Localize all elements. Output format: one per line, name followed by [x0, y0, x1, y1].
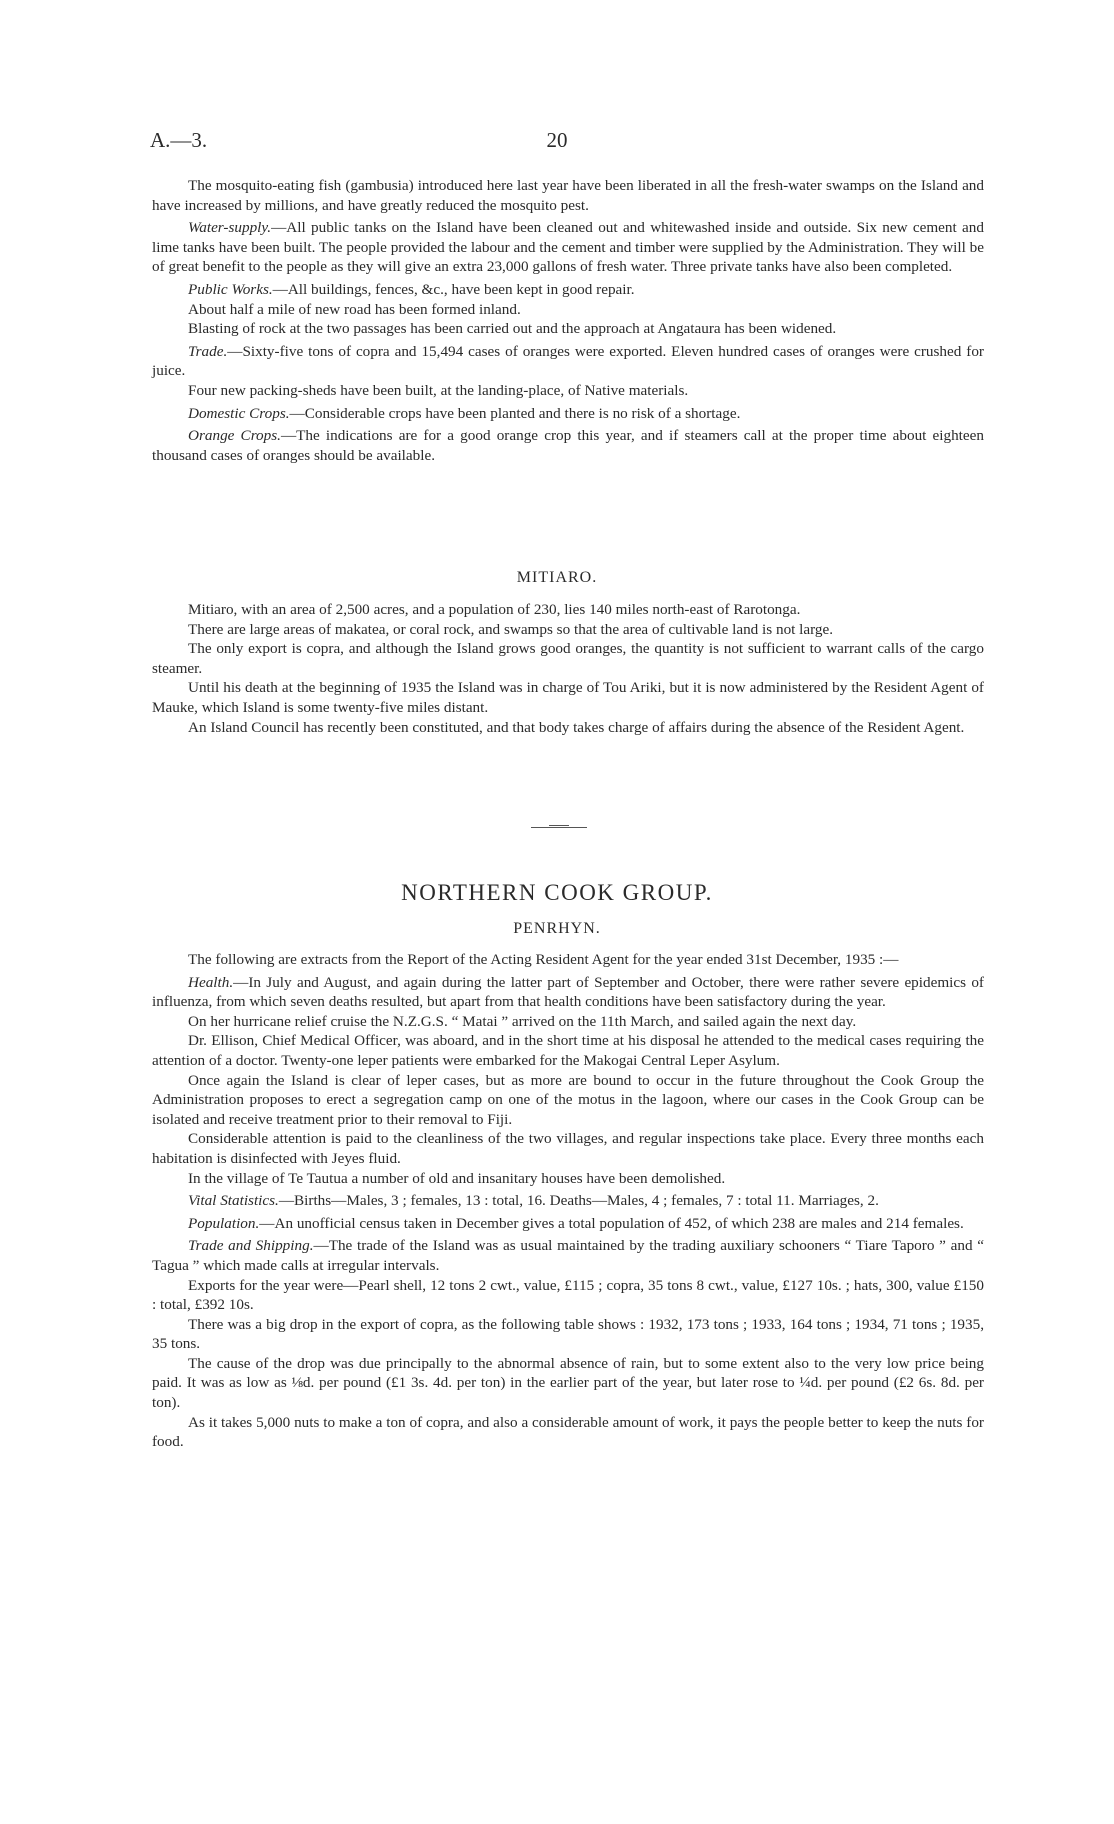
- paragraph-ellison: Dr. Ellison, Chief Medical Officer, was aboard, and in the short time at his disposal he attended to the medical cases requiring the attention of a doctor. Twenty-one leper patients were embarked for the Makogai Central Leper Asylum.: [152, 1032, 984, 1069]
- text-water-supply: —All public tanks on the Island have been cleaned out and whitewashed inside and outside. Six new cement and lime tanks have been built. The people provided the labour and the cement and timber were supplied by the Administration. They will be of great benefit to the people as they will give an extra 23,000 gallons of fresh water. Three private tanks have also been completed.: [152, 219, 984, 276]
- paragraph-drop-cause: The cause of the drop was due principally to the abnormal absence of rain, but to some extent also to the very low price being paid. It was as low as ⅛d. per pound (£1 3s. 4d. per ton) in the earlier part of the year, but later rose to ¼d. per pound (£2 6s. 8d. per ton).: [152, 1354, 984, 1412]
- document-reference: A.—3.: [150, 128, 208, 152]
- heading-trade-shipping: Trade and Shipping.: [188, 1237, 314, 1255]
- paragraph-te-tautua: In the village of Te Tautua a number of old and insanitary houses have been demolished.: [188, 1169, 726, 1187]
- paragraph-leper: Once again the Island is clear of leper cases, but as more are bound to occur in the future throughout the Cook Group the Administration proposes to erect a segregation camp on one of the motus in the lagoon, where our cases in the Cook Group can be isolated and receive treatment prior to their removal to Fiji.: [152, 1071, 984, 1128]
- section-title-mitiaro: MITIARO.: [516, 569, 598, 586]
- paragraph-intro: The following are extracts from the Report of the Acting Resident Agent for the year ended 31st December, 1935 :—: [188, 951, 899, 968]
- heading-health: Health.: [188, 973, 234, 991]
- heading-orange-crops: Orange Crops.: [188, 427, 281, 445]
- section-title-northern-cook-group: NORTHERN COOK GROUP.: [401, 880, 713, 905]
- paragraph-matai: On her hurricane relief cruise the N.Z.G.S. “ Matai ” arrived on the 11th March, and sailed again the next day.: [188, 1012, 857, 1030]
- paragraph-blasting: Blasting of rock at the two passages has been carried out and the approach at Angataura has been widened.: [188, 320, 837, 338]
- page-number: 20: [546, 128, 568, 152]
- paragraph-mitiaro-council: An Island Council has recently been constituted, and that body takes charge of affairs during the absence of the Resident Agent.: [188, 718, 965, 736]
- section-title-penrhyn: PENRHYN.: [513, 920, 601, 937]
- paragraph-water-supply: [152, 218, 984, 277]
- paragraph-mitiaro-export: The only export is copra, and although the Island grows good oranges, the quantity is not sufficient to warrant calls of the cargo steamer.: [152, 640, 984, 677]
- heading-public-works: Public Works.: [188, 280, 273, 298]
- paragraph-public-works: [152, 280, 984, 300]
- heading-domestic-crops: Domestic Crops.: [188, 404, 290, 422]
- paragraph-trade: [152, 342, 984, 381]
- text-public-works: —All buildings, fences, &c., have been kept in good repair.: [272, 280, 635, 298]
- text-orange-crops: —The indications are for a good orange crop this year, and if steamers call at the proper time about eighteen thousand cases of oranges should be available.: [152, 427, 984, 464]
- text-health: —In July and August, and again during the latter part of September and October, there were rather severe epidemics of influenza, from which seven deaths resulted, but apart from that health conditions have been satisfactory during the year.: [152, 973, 984, 1011]
- paragraph-mitiaro-administration: Until his death at the beginning of 1935 the Island was in charge of Tou Ariki, but it is now administered by the Resident Agent of Mauke, which Island is some twenty-five miles distant.: [152, 679, 984, 716]
- paragraph-trade-shipping: [152, 1236, 984, 1275]
- paragraph-road: About half a mile of new road has been formed inland.: [188, 300, 521, 318]
- paragraph-mitiaro-makatea: There are large areas of makatea, or coral rock, and swamps so that the area of cultivable land is not large.: [188, 620, 834, 638]
- paragraph-mitiaro-area: Mitiaro, with an area of 2,500 acres, and a population of 230, lies 140 miles north-east of Rarotonga.: [188, 601, 801, 618]
- paragraph-mosquito: The mosquito-eating fish (gambusia) introduced here last year have been liberated in all the fresh-water swamps on the Island and have increased by millions, and have greatly reduced the mosquito pest.: [152, 177, 984, 214]
- paragraph-exports: Exports for the year were—Pearl shell, 12 tons 2 cwt., value, £115 ; copra, 35 tons 8 cwt., value, £127 10s. ; hats, 300, value £150 : total, £392 10s.: [152, 1276, 984, 1314]
- block-mitiaro: [152, 600, 984, 737]
- paragraph-vital-statistics: [152, 1191, 984, 1211]
- paragraph-packing-sheds: Four new packing-sheds have been built, at the landing-place, of Native materials.: [188, 381, 689, 399]
- paragraph-cleanliness: Considerable attention is paid to the cleanliness of the two villages, and regular inspections take place. Every three months each habitation is disinfected with Jeyes fluid.: [152, 1130, 984, 1167]
- heading-population: Population.: [188, 1214, 260, 1232]
- block-mauke-continued: [152, 176, 984, 465]
- text-vital-statistics: —Births—Males, 3 ; females, 13 : total, 16. Deaths—Males, 4 ; females, 7 : total 11. Marriages, 2.: [278, 1192, 879, 1210]
- paragraph-orange-crops: [152, 426, 984, 465]
- block-penrhyn: [152, 950, 984, 1452]
- paragraph-copra-drop: There was a big drop in the export of copra, as the following table shows : 1932, 173 tons ; 1933, 164 tons ; 1934, 71 tons ; 1935, 35 tons.: [152, 1315, 984, 1353]
- section-divider: [531, 827, 587, 828]
- text-domestic-crops: —Considerable crops have been planted and there is no risk of a shortage.: [289, 404, 741, 422]
- paragraph-health: [152, 973, 984, 1012]
- paragraph-nuts: As it takes 5,000 nuts to make a ton of copra, and also a considerable amount of work, it pays the people better to keep the nuts for food.: [152, 1413, 984, 1451]
- heading-vital-statistics: Vital Statistics.: [188, 1192, 279, 1210]
- heading-trade: Trade.: [188, 342, 228, 360]
- text-population: —An unofficial census taken in December gives a total population of 452, of which 238 are males and 214 females.: [259, 1214, 964, 1232]
- paragraph-population: [152, 1214, 984, 1234]
- heading-water-supply: Water-supply.: [188, 219, 272, 237]
- text-trade: —Sixty-five tons of copra and 15,494 cases of oranges were exported. Eleven hundred cases of oranges were crushed for juice.: [152, 342, 984, 380]
- text-trade-shipping: —The trade of the Island was as usual maintained by the trading auxiliary schooners “ Tiare Taporo ” and “ Tagua ” which made calls at irregular intervals.: [152, 1237, 985, 1274]
- paragraph-domestic-crops: [152, 404, 984, 424]
